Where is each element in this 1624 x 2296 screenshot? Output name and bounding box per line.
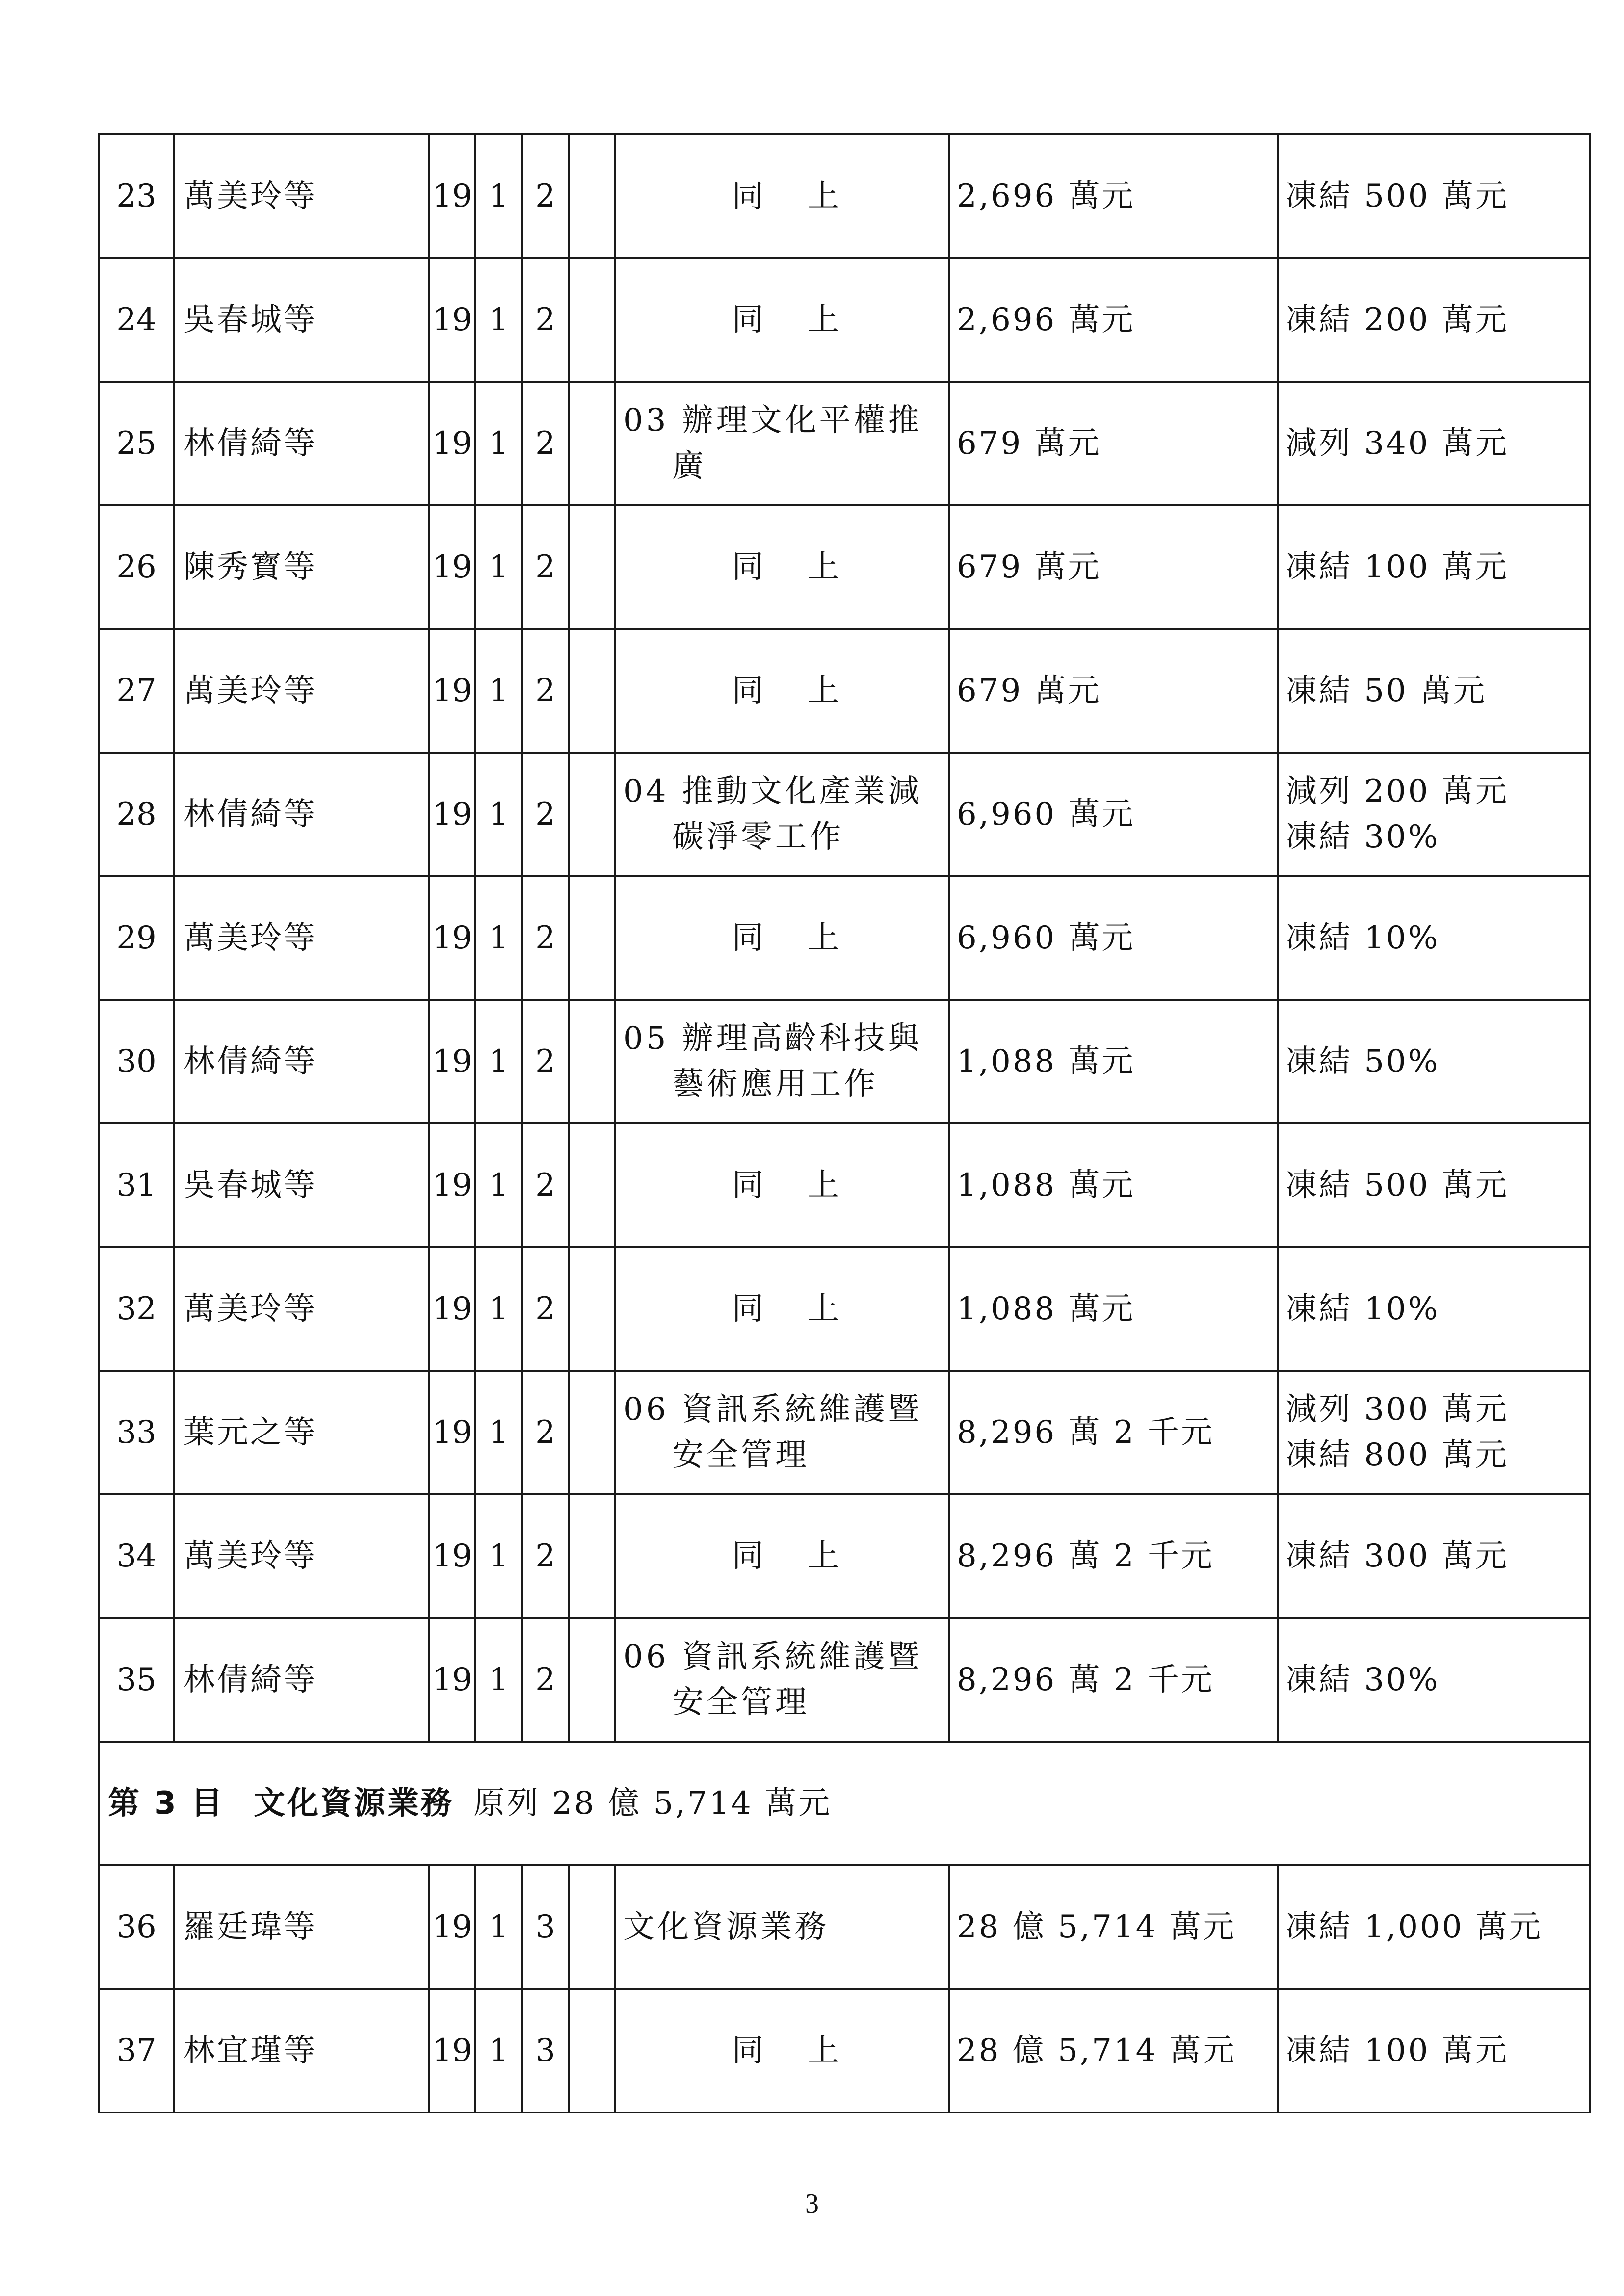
action-cell: [1278, 629, 1590, 753]
item-cell: [615, 258, 949, 382]
code-value: 1: [489, 1538, 509, 1574]
code-value: 2: [535, 301, 555, 338]
row-number-cell: [99, 1247, 174, 1371]
section-header-row: [99, 1742, 1590, 1865]
code-cell-1: [429, 1618, 475, 1742]
code-value: 2: [535, 1043, 555, 1080]
row-number-cell: [99, 134, 174, 258]
code-value: 2: [535, 1414, 555, 1451]
proposer-name: 吳春城等: [183, 1167, 317, 1203]
code-value: 2: [535, 178, 555, 214]
amount-cell: [949, 1247, 1278, 1371]
proposer-cell: [174, 1000, 429, 1123]
row-number: 35: [116, 1661, 157, 1698]
proposer-name: 林倩綺等: [183, 425, 317, 462]
amount-cell: [949, 505, 1278, 629]
amount-cell: [949, 1989, 1278, 2113]
item-cell: [615, 1371, 949, 1494]
code-cell-3: [522, 1989, 569, 2113]
code-value: 1: [489, 1661, 509, 1698]
code-cell-3: [522, 1123, 569, 1247]
table-row: [99, 1000, 1590, 1123]
code-value: 2: [535, 1538, 555, 1574]
row-number: 32: [116, 1290, 157, 1327]
action-text: 凍結 50 萬元: [1285, 672, 1487, 709]
section-header-cell: [99, 1742, 1590, 1865]
item-same-second: 上: [808, 1167, 839, 1203]
action-cell: [1278, 505, 1590, 629]
code-cell-4: [569, 753, 615, 876]
code-cell-2: [475, 1123, 522, 1247]
proposer-name: 萬美玲等: [183, 178, 317, 214]
action-cell: [1278, 1865, 1590, 1989]
code-value: 2: [535, 425, 555, 462]
code-cell-3: [522, 1371, 569, 1494]
code-cell-2: [475, 258, 522, 382]
code-value: 19: [432, 1043, 472, 1080]
action-cell: [1278, 876, 1590, 1000]
action-text: 凍結 300 萬元: [1285, 1538, 1509, 1574]
code-value: 1: [489, 919, 509, 956]
item-cell: [615, 876, 949, 1000]
item-cell: [615, 1618, 949, 1742]
code-cell-4: [569, 1371, 615, 1494]
budget-amount: 1,088 萬元: [957, 1043, 1135, 1080]
item-cell: [615, 382, 949, 505]
proposer-name: 林倩綺等: [183, 1043, 317, 1080]
code-value: 1: [489, 1908, 509, 1945]
action-text: 凍結 100 萬元: [1285, 2032, 1509, 2069]
code-cell-3: [522, 258, 569, 382]
row-number-cell: [99, 1865, 174, 1989]
proposer-cell: [174, 1989, 429, 2113]
code-cell-4: [569, 1123, 615, 1247]
row-number-cell: [99, 258, 174, 382]
item-text: 03 辦理文化平權推: [623, 402, 922, 439]
item-same-second: 上: [808, 178, 839, 214]
item-cell: [615, 1247, 949, 1371]
row-number-cell: [99, 753, 174, 876]
row-number-cell: [99, 1000, 174, 1123]
row-number-cell: [99, 1618, 174, 1742]
action-text: 凍結 500 萬元: [1285, 1167, 1509, 1203]
item-cell: [615, 134, 949, 258]
table-row: [99, 629, 1590, 753]
code-cell-1: [429, 1371, 475, 1494]
code-cell-2: [475, 1618, 522, 1742]
code-value: 3: [535, 2032, 555, 2069]
item-text-continued: 碳淨零工作: [672, 819, 844, 855]
budget-amount: 679 萬元: [957, 672, 1101, 709]
action-cell: [1278, 1494, 1590, 1618]
action-text: 凍結 1,000 萬元: [1285, 1908, 1543, 1945]
code-value: 1: [489, 796, 509, 833]
amount-cell: [949, 1618, 1278, 1742]
item-cell: [615, 1865, 949, 1989]
action-text: 減列 340 萬元: [1285, 425, 1509, 462]
code-cell-2: [475, 876, 522, 1000]
section-row-group: [99, 1742, 1590, 1865]
code-cell-4: [569, 134, 615, 258]
item-text: 06 資訊系統維護暨: [623, 1639, 922, 1675]
code-cell-1: [429, 134, 475, 258]
amount-cell: [949, 1865, 1278, 1989]
code-cell-2: [475, 1494, 522, 1618]
row-number: 37: [116, 2032, 157, 2069]
table-body-bottom: [99, 1865, 1590, 2113]
action-cell: [1278, 1247, 1590, 1371]
code-value: 19: [432, 1661, 472, 1698]
row-number: 23: [116, 178, 157, 214]
item-text: 05 辦理高齡科技與: [623, 1020, 922, 1057]
code-value: 19: [432, 1290, 472, 1327]
proposer-cell: [174, 1494, 429, 1618]
budget-amount: 679 萬元: [957, 425, 1101, 462]
section-label: 第 3 目: [108, 1785, 225, 1822]
page-number: 3: [805, 2189, 819, 2219]
table-row: [99, 134, 1590, 258]
table-body-top: [99, 134, 1590, 1742]
amount-cell: [949, 1371, 1278, 1494]
item-same-first: 同: [732, 301, 763, 338]
code-value: 1: [489, 425, 509, 462]
row-number: 26: [116, 548, 157, 585]
code-value: 1: [489, 1414, 509, 1451]
code-value: 2: [535, 796, 555, 833]
table-row: [99, 1494, 1590, 1618]
code-cell-4: [569, 382, 615, 505]
action-text: 凍結 500 萬元: [1285, 178, 1509, 214]
code-cell-3: [522, 1618, 569, 1742]
proposer-name: 林倩綺等: [183, 1661, 317, 1698]
code-cell-1: [429, 1123, 475, 1247]
code-cell-1: [429, 629, 475, 753]
code-value: 1: [489, 1167, 509, 1203]
code-value: 19: [432, 672, 472, 709]
item-same-second: 上: [808, 301, 839, 338]
proposer-cell: [174, 505, 429, 629]
code-value: 1: [489, 548, 509, 585]
table-row: [99, 1247, 1590, 1371]
proposer-cell: [174, 1618, 429, 1742]
proposer-cell: [174, 1371, 429, 1494]
proposer-cell: [174, 382, 429, 505]
budget-amount: 28 億 5,714 萬元: [957, 2032, 1236, 2069]
item-same-second: 上: [808, 2032, 839, 2069]
code-value: 1: [489, 1043, 509, 1080]
proposer-name: 林宜瑾等: [183, 2032, 317, 2069]
code-value: 19: [432, 1167, 472, 1203]
amount-cell: [949, 753, 1278, 876]
amount-cell: [949, 876, 1278, 1000]
code-cell-2: [475, 382, 522, 505]
row-number-cell: [99, 1371, 174, 1494]
action-text: 凍結 50%: [1285, 1043, 1440, 1080]
code-value: 19: [432, 178, 472, 214]
row-number: 30: [116, 1043, 157, 1080]
table-row: [99, 1989, 1590, 2113]
item-same-first: 同: [732, 919, 763, 956]
item-text: 06 資訊系統維護暨: [623, 1391, 922, 1428]
code-cell-4: [569, 876, 615, 1000]
amount-cell: [949, 382, 1278, 505]
table-row: [99, 1618, 1590, 1742]
item-same-first: 同: [732, 178, 763, 214]
action-text: 凍結 30%: [1285, 1661, 1440, 1698]
item-same-second: 上: [808, 672, 839, 709]
row-number: 29: [116, 919, 157, 956]
proposer-name: 萬美玲等: [183, 1538, 317, 1574]
code-cell-3: [522, 876, 569, 1000]
code-value: 19: [432, 2032, 472, 2069]
code-cell-1: [429, 258, 475, 382]
proposer-cell: [174, 876, 429, 1000]
proposer-name: 林倩綺等: [183, 796, 317, 833]
action-text: 減列 200 萬元: [1285, 773, 1509, 810]
code-value: 19: [432, 548, 472, 585]
code-cell-4: [569, 258, 615, 382]
code-cell-4: [569, 1618, 615, 1742]
code-value: 1: [489, 301, 509, 338]
code-value: 1: [489, 672, 509, 709]
item-same-first: 同: [732, 672, 763, 709]
table-row: [99, 876, 1590, 1000]
action-text-second: 凍結 800 萬元: [1285, 1437, 1509, 1473]
code-value: 1: [489, 1290, 509, 1327]
amount-cell: [949, 629, 1278, 753]
proposer-name: 吳春城等: [183, 301, 317, 338]
proposer-cell: [174, 1865, 429, 1989]
item-same-first: 同: [732, 1538, 763, 1574]
code-cell-2: [475, 1989, 522, 2113]
code-cell-3: [522, 1247, 569, 1371]
item-text-continued: 藝術應用工作: [672, 1066, 878, 1102]
proposer-cell: [174, 134, 429, 258]
code-value: 1: [489, 178, 509, 214]
action-cell: [1278, 1618, 1590, 1742]
proposer-cell: [174, 258, 429, 382]
item-cell: [615, 505, 949, 629]
code-value: 19: [432, 919, 472, 956]
code-cell-1: [429, 876, 475, 1000]
proposer-name: 陳秀寳等: [183, 548, 317, 585]
item-text-continued: 安全管理: [672, 1684, 810, 1721]
budget-amount: 8,296 萬 2 千元: [957, 1538, 1214, 1574]
code-cell-4: [569, 629, 615, 753]
budget-amount: 679 萬元: [957, 548, 1101, 585]
item-cell: [615, 1494, 949, 1618]
code-cell-2: [475, 505, 522, 629]
table-row: [99, 382, 1590, 505]
amount-cell: [949, 258, 1278, 382]
row-number-cell: [99, 382, 174, 505]
row-number-cell: [99, 1494, 174, 1618]
row-number-cell: [99, 629, 174, 753]
code-cell-2: [475, 753, 522, 876]
action-text-second: 凍結 30%: [1285, 819, 1440, 855]
item-same-first: 同: [732, 1290, 763, 1327]
proposer-name: 葉元之等: [183, 1414, 317, 1451]
budget-motion-table: [98, 133, 1591, 2113]
budget-amount: 2,696 萬元: [957, 178, 1135, 214]
row-number: 28: [116, 796, 157, 833]
code-cell-1: [429, 1989, 475, 2113]
proposer-cell: [174, 753, 429, 876]
code-value: 1: [489, 2032, 509, 2069]
action-text: 凍結 200 萬元: [1285, 301, 1509, 338]
proposer-cell: [174, 629, 429, 753]
action-cell: [1278, 1000, 1590, 1123]
code-cell-3: [522, 382, 569, 505]
code-cell-2: [475, 1000, 522, 1123]
code-cell-3: [522, 1494, 569, 1618]
item-same-second: 上: [808, 548, 839, 585]
item-same-first: 同: [732, 548, 763, 585]
item-text-continued: 廣: [672, 448, 707, 484]
code-cell-4: [569, 1494, 615, 1618]
item-text: 文化資源業務: [623, 1908, 829, 1945]
code-value: 19: [432, 1538, 472, 1574]
budget-amount: 6,960 萬元: [957, 796, 1135, 833]
code-value: 19: [432, 1414, 472, 1451]
code-cell-1: [429, 382, 475, 505]
code-cell-3: [522, 134, 569, 258]
item-cell: [615, 753, 949, 876]
row-number-cell: [99, 505, 174, 629]
row-number: 27: [116, 672, 157, 709]
row-number: 36: [116, 1908, 157, 1945]
row-number: 34: [116, 1538, 157, 1574]
code-value: 3: [535, 1908, 555, 1945]
code-cell-3: [522, 1000, 569, 1123]
code-cell-1: [429, 1865, 475, 1989]
amount-cell: [949, 134, 1278, 258]
section-title: 文化資源業務: [254, 1785, 454, 1822]
item-cell: [615, 1123, 949, 1247]
row-number-cell: [99, 1123, 174, 1247]
action-cell: [1278, 1989, 1590, 2113]
code-cell-4: [569, 1865, 615, 1989]
action-cell: [1278, 753, 1590, 876]
code-cell-4: [569, 505, 615, 629]
item-text: 04 推動文化產業減: [623, 773, 922, 810]
item-same-second: 上: [808, 1538, 839, 1574]
code-cell-4: [569, 1247, 615, 1371]
proposer-name: 萬美玲等: [183, 672, 317, 709]
code-cell-1: [429, 1000, 475, 1123]
table-row: [99, 505, 1590, 629]
row-number-cell: [99, 876, 174, 1000]
code-cell-2: [475, 1371, 522, 1494]
table-row: [99, 258, 1590, 382]
code-value: 19: [432, 1908, 472, 1945]
table-row: [99, 1123, 1590, 1247]
budget-amount: 6,960 萬元: [957, 919, 1135, 956]
code-cell-3: [522, 629, 569, 753]
code-cell-1: [429, 505, 475, 629]
budget-amount: 1,088 萬元: [957, 1290, 1135, 1327]
code-cell-3: [522, 753, 569, 876]
proposer-cell: [174, 1247, 429, 1371]
proposer-name: 萬美玲等: [183, 919, 317, 956]
item-same-second: 上: [808, 1290, 839, 1327]
budget-amount: 8,296 萬 2 千元: [957, 1414, 1214, 1451]
row-number-cell: [99, 1989, 174, 2113]
action-cell: [1278, 1123, 1590, 1247]
code-cell-2: [475, 1865, 522, 1989]
row-number: 31: [116, 1167, 157, 1203]
item-text-continued: 安全管理: [672, 1437, 810, 1473]
action-cell: [1278, 1371, 1590, 1494]
table-row: [99, 1865, 1590, 1989]
code-cell-3: [522, 505, 569, 629]
code-cell-1: [429, 1494, 475, 1618]
code-cell-4: [569, 1000, 615, 1123]
code-value: 2: [535, 672, 555, 709]
code-cell-1: [429, 753, 475, 876]
code-cell-2: [475, 629, 522, 753]
code-cell-3: [522, 1865, 569, 1989]
row-number: 24: [116, 301, 157, 338]
code-cell-4: [569, 1989, 615, 2113]
row-number: 25: [116, 425, 157, 462]
table-row: [99, 1371, 1590, 1494]
action-cell: [1278, 258, 1590, 382]
item-same-second: 上: [808, 919, 839, 956]
code-value: 19: [432, 796, 472, 833]
item-cell: [615, 1000, 949, 1123]
budget-amount: 2,696 萬元: [957, 301, 1135, 338]
action-cell: [1278, 134, 1590, 258]
row-number: 33: [116, 1414, 157, 1451]
code-cell-2: [475, 1247, 522, 1371]
code-value: 2: [535, 919, 555, 956]
code-value: 2: [535, 1661, 555, 1698]
item-same-first: 同: [732, 1167, 763, 1203]
code-value: 19: [432, 425, 472, 462]
budget-amount: 8,296 萬 2 千元: [957, 1661, 1214, 1698]
item-cell: [615, 1989, 949, 2113]
code-value: 2: [535, 548, 555, 585]
action-text: 減列 300 萬元: [1285, 1391, 1509, 1428]
action-text: 凍結 100 萬元: [1285, 548, 1509, 585]
proposer-cell: [174, 1123, 429, 1247]
table-row: [99, 753, 1590, 876]
item-same-first: 同: [732, 2032, 763, 2069]
code-cell-2: [475, 134, 522, 258]
action-text: 凍結 10%: [1285, 1290, 1440, 1327]
code-cell-1: [429, 1247, 475, 1371]
amount-cell: [949, 1123, 1278, 1247]
action-cell: [1278, 382, 1590, 505]
proposer-name: 羅廷瑋等: [183, 1908, 317, 1945]
budget-amount: 28 億 5,714 萬元: [957, 1908, 1236, 1945]
code-value: 2: [535, 1290, 555, 1327]
action-text: 凍結 10%: [1285, 919, 1440, 956]
code-value: 19: [432, 301, 472, 338]
item-cell: [615, 629, 949, 753]
section-original-amount: 原列 28 億 5,714 萬元: [473, 1785, 832, 1822]
amount-cell: [949, 1000, 1278, 1123]
budget-amount: 1,088 萬元: [957, 1167, 1135, 1203]
code-value: 2: [535, 1167, 555, 1203]
proposer-name: 萬美玲等: [183, 1290, 317, 1327]
amount-cell: [949, 1494, 1278, 1618]
